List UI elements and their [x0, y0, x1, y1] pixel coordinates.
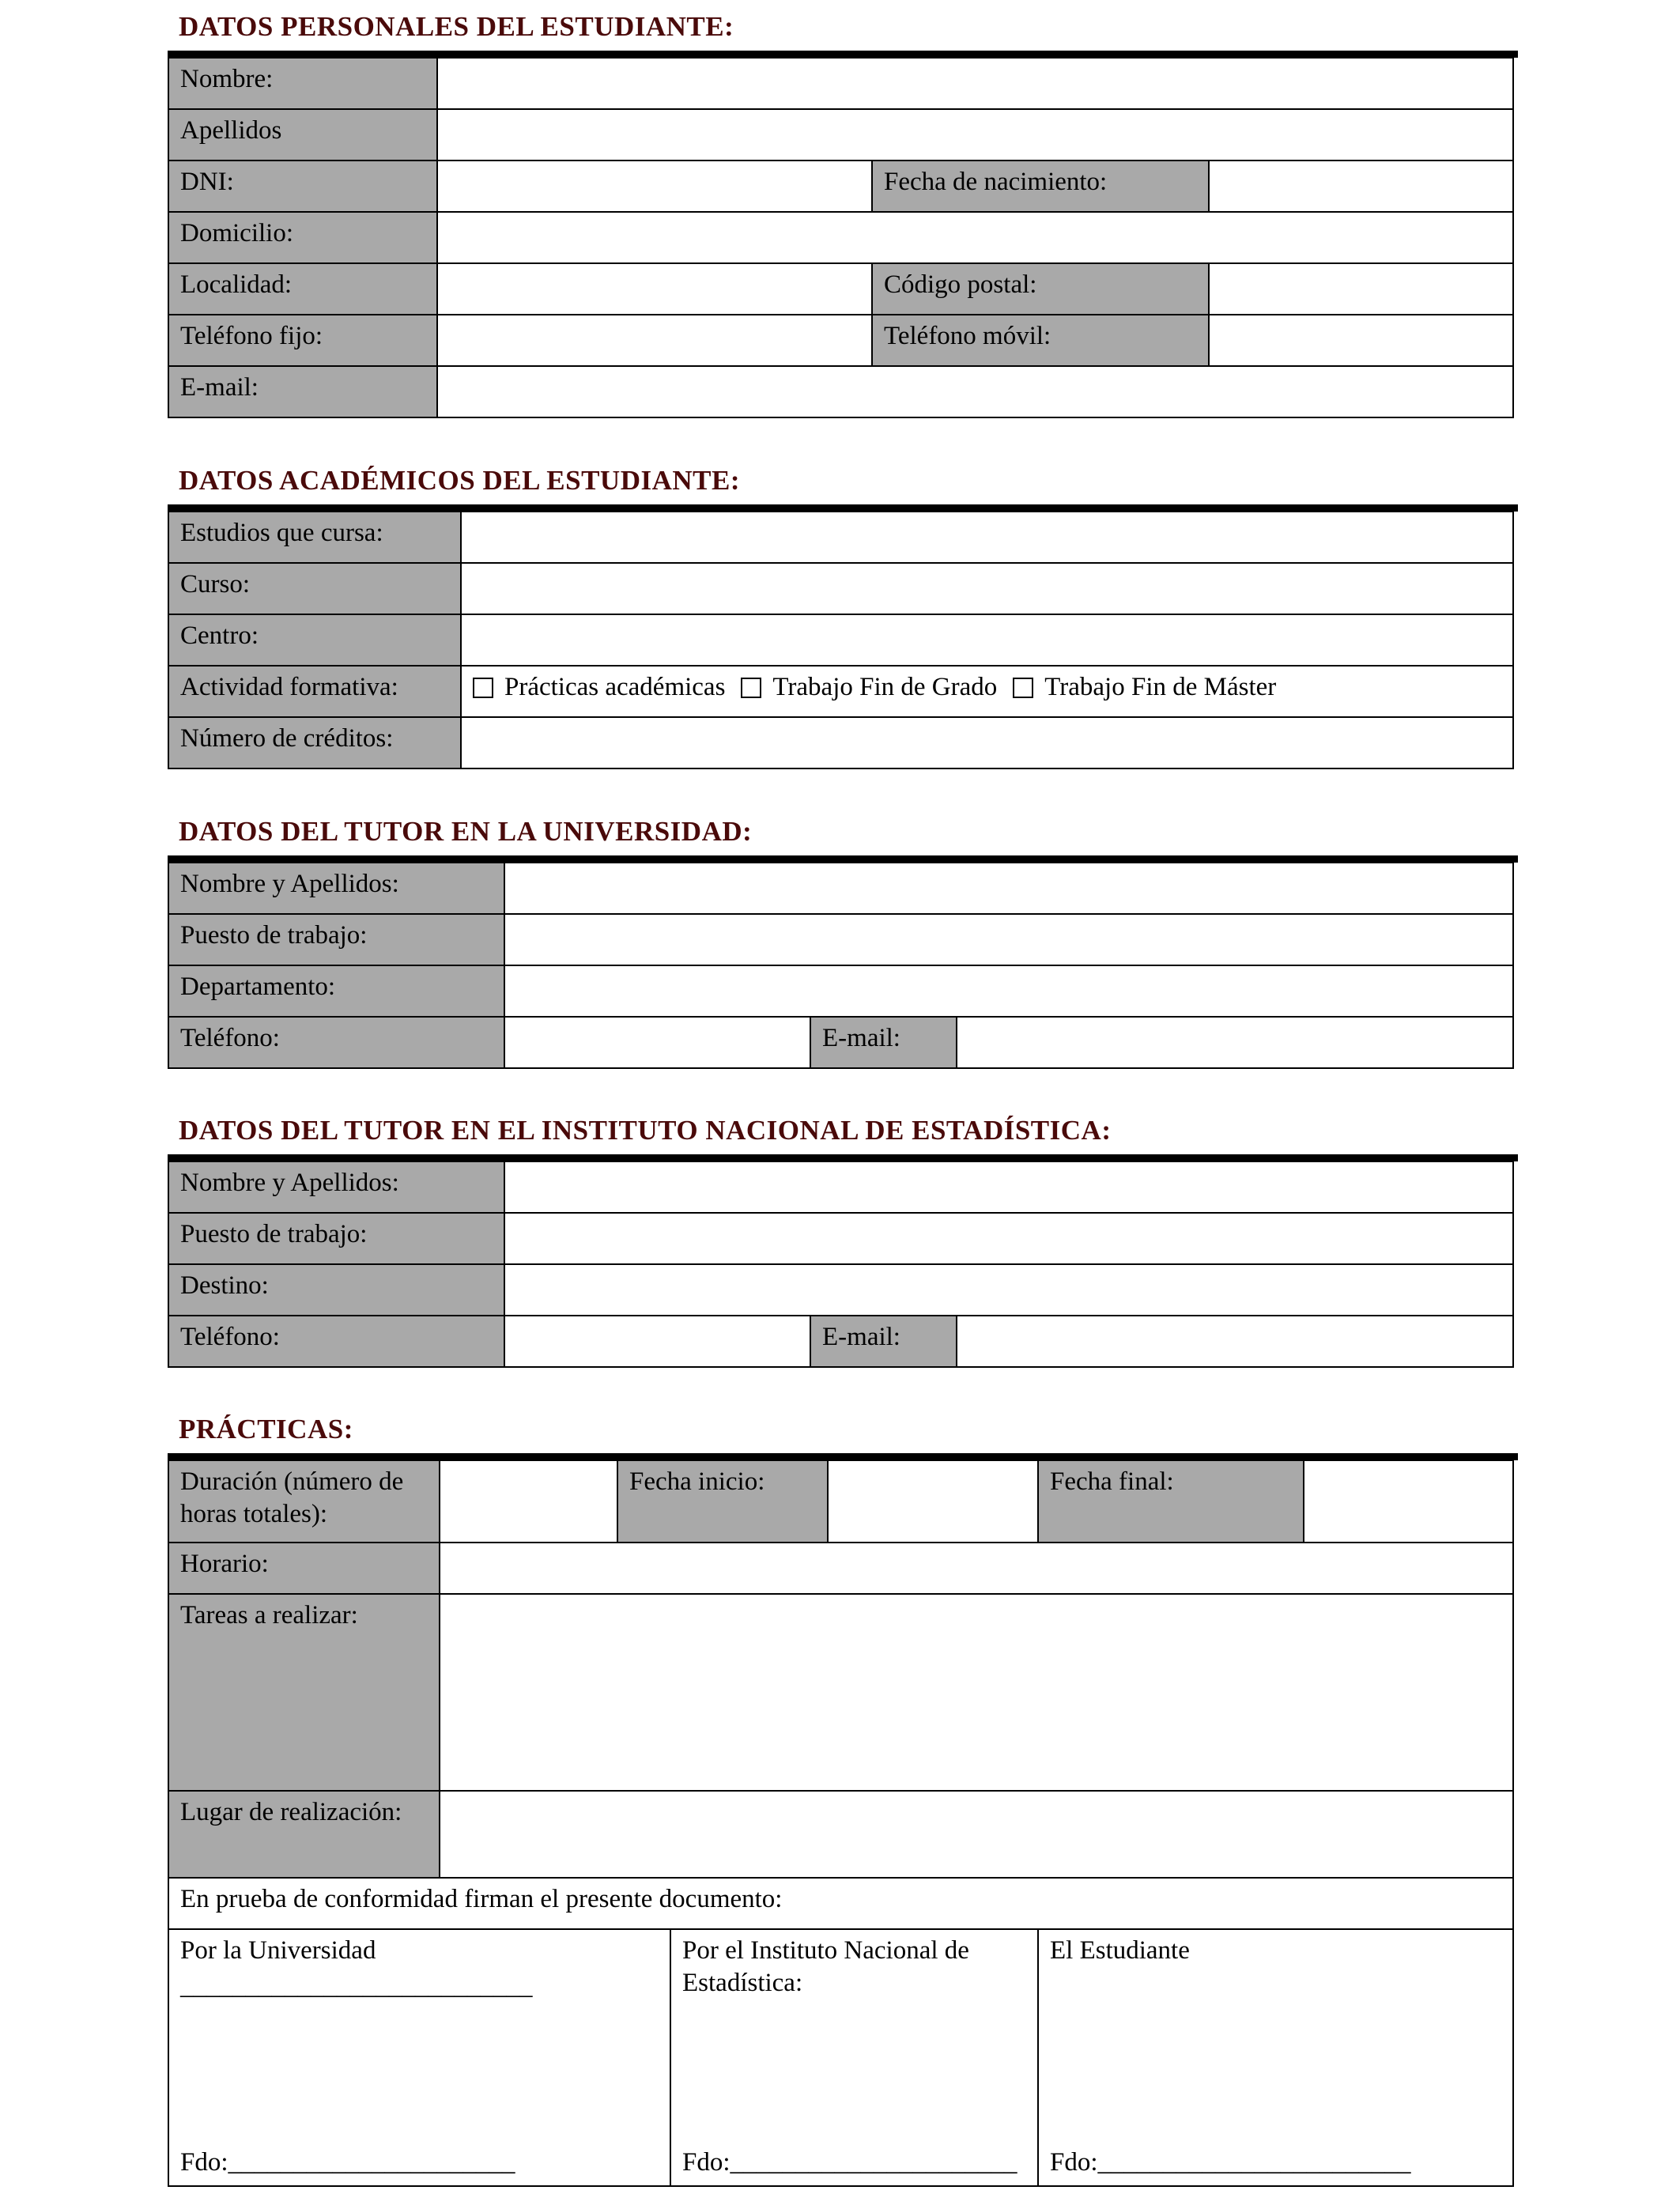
- horario-label: Horario:: [168, 1543, 440, 1594]
- checkbox-tfg[interactable]: [741, 678, 761, 698]
- codigo-postal-field[interactable]: [1209, 263, 1513, 315]
- sig-ine-title-2: Estadística:: [682, 1969, 803, 1998]
- fecha-inicio-label: Fecha inicio:: [617, 1460, 828, 1543]
- tutor-uni-nombre-label: Nombre y Apellidos:: [168, 863, 504, 914]
- tutor-uni-puesto-label: Puesto de trabajo:: [168, 914, 504, 965]
- signature-ine[interactable]: [670, 1929, 1038, 2186]
- section-title-personal: DATOS PERSONALES DEL ESTUDIANTE:: [179, 11, 734, 42]
- option-tfg-label: Trabajo Fin de Grado: [772, 673, 998, 701]
- sig-ine-title-1: Por el Instituto Nacional de: [682, 1936, 969, 1965]
- telefono-fijo-label: Teléfono fijo:: [168, 315, 437, 366]
- localidad-field[interactable]: [437, 263, 872, 315]
- sig-uni-fdo: Fdo:______________________: [180, 2147, 515, 2177]
- sig-est-title: El Estudiante: [1050, 1936, 1190, 1965]
- tutor-uni-puesto-field[interactable]: [504, 914, 1513, 965]
- creditos-field[interactable]: [461, 717, 1513, 768]
- fecha-final-label: Fecha final:: [1038, 1460, 1304, 1543]
- tutor-uni-table: [168, 862, 1514, 1069]
- duracion-label-line2: horas totales):: [180, 1500, 328, 1529]
- tutor-ine-nombre-label: Nombre y Apellidos:: [168, 1161, 504, 1213]
- tutor-ine-email-label: E-mail:: [810, 1316, 957, 1367]
- section-title-academic: DATOS ACADÉMICOS DEL ESTUDIANTE:: [179, 465, 741, 496]
- email-field[interactable]: [437, 366, 1513, 417]
- sig-est-fdo: Fdo:________________________: [1050, 2147, 1411, 2177]
- tutor-ine-telefono-label: Teléfono:: [168, 1316, 504, 1367]
- estudios-label: Estudios que cursa:: [168, 512, 461, 563]
- sig-uni-line: ___________________________: [180, 1972, 533, 2001]
- tutor-uni-departamento-label: Departamento:: [168, 965, 504, 1017]
- tutor-ine-puesto-field[interactable]: [504, 1213, 1513, 1264]
- dni-label: DNI:: [168, 160, 437, 212]
- tutor-uni-telefono-field[interactable]: [504, 1017, 810, 1068]
- fecha-nacimiento-field[interactable]: [1209, 160, 1513, 212]
- domicilio-field[interactable]: [437, 212, 1513, 263]
- personal-table: [168, 57, 1514, 418]
- tutor-ine-destino-label: Destino:: [168, 1264, 504, 1316]
- fecha-inicio-field[interactable]: [828, 1460, 1038, 1543]
- practicas-table: [168, 1460, 1514, 2187]
- option-practicas[interactable]: [473, 671, 725, 704]
- tutor-uni-telefono-label: Teléfono:: [168, 1017, 504, 1068]
- option-practicas-label: Prácticas académicas: [504, 673, 726, 701]
- tutor-ine-email-field[interactable]: [957, 1316, 1513, 1367]
- telefono-movil-field[interactable]: [1209, 315, 1513, 366]
- telefono-fijo-field[interactable]: [437, 315, 872, 366]
- tareas-field[interactable]: [440, 1594, 1513, 1791]
- tutor-uni-departamento-field[interactable]: [504, 965, 1513, 1017]
- centro-label: Centro:: [168, 614, 461, 666]
- domicilio-label: Domicilio:: [168, 212, 437, 263]
- actividad-label: Actividad formativa:: [168, 666, 461, 717]
- apellidos-field[interactable]: [437, 109, 1513, 160]
- tutor-ine-destino-field[interactable]: [504, 1264, 1513, 1316]
- lugar-label: Lugar de realización:: [168, 1791, 440, 1878]
- tareas-label: Tareas a realizar:: [168, 1594, 440, 1791]
- tutor-uni-email-field[interactable]: [957, 1017, 1513, 1068]
- localidad-label: Localidad:: [168, 263, 437, 315]
- nombre-field[interactable]: [437, 58, 1513, 109]
- option-tfm-label: Trabajo Fin de Máster: [1044, 673, 1277, 701]
- tutor-uni-nombre-field[interactable]: [504, 863, 1513, 914]
- academic-table: [168, 511, 1514, 769]
- estudios-field[interactable]: [461, 512, 1513, 563]
- signature-universidad[interactable]: [168, 1929, 670, 2186]
- section-title-tutor-ine: DATOS DEL TUTOR EN EL INSTITUTO NACIONAL DE ESTADÍSTICA:: [179, 1115, 1112, 1146]
- checkbox-tfm[interactable]: [1013, 678, 1033, 698]
- dni-field[interactable]: [437, 160, 872, 212]
- signature-estudiante[interactable]: [1038, 1929, 1513, 2186]
- option-tfg[interactable]: [741, 671, 997, 704]
- tutor-ine-puesto-label: Puesto de trabajo:: [168, 1213, 504, 1264]
- curso-field[interactable]: [461, 563, 1513, 614]
- duracion-label: [168, 1460, 440, 1543]
- sig-ine-fdo: Fdo:______________________: [682, 2147, 1017, 2177]
- fecha-final-field[interactable]: [1304, 1460, 1513, 1543]
- nombre-label: Nombre:: [168, 58, 437, 109]
- telefono-movil-label: Teléfono móvil:: [872, 315, 1209, 366]
- fecha-nacimiento-label: Fecha de nacimiento:: [872, 160, 1209, 212]
- email-label: E-mail:: [168, 366, 437, 417]
- tutor-ine-table: [168, 1161, 1514, 1368]
- curso-label: Curso:: [168, 563, 461, 614]
- option-tfm[interactable]: [1013, 671, 1276, 704]
- duracion-label-line1: Duración (número de: [180, 1467, 404, 1496]
- apellidos-label: Apellidos: [168, 109, 437, 160]
- centro-field[interactable]: [461, 614, 1513, 666]
- horario-field[interactable]: [440, 1543, 1513, 1594]
- conformidad-text: En prueba de conformidad firman el presente documento:: [168, 1878, 1513, 1929]
- tutor-uni-email-label: E-mail:: [810, 1017, 957, 1068]
- duracion-field[interactable]: [440, 1460, 617, 1543]
- section-title-practicas: PRÁCTICAS:: [179, 1414, 353, 1444]
- tutor-ine-telefono-field[interactable]: [504, 1316, 810, 1367]
- sig-uni-title: Por la Universidad: [180, 1936, 376, 1965]
- codigo-postal-label: Código postal:: [872, 263, 1209, 315]
- actividad-options: [461, 666, 1513, 717]
- tutor-ine-nombre-field[interactable]: [504, 1161, 1513, 1213]
- checkbox-practicas[interactable]: [473, 678, 493, 698]
- section-title-tutor-uni: DATOS DEL TUTOR EN LA UNIVERSIDAD:: [179, 816, 753, 847]
- lugar-field[interactable]: [440, 1791, 1513, 1878]
- creditos-label: Número de créditos:: [168, 717, 461, 768]
